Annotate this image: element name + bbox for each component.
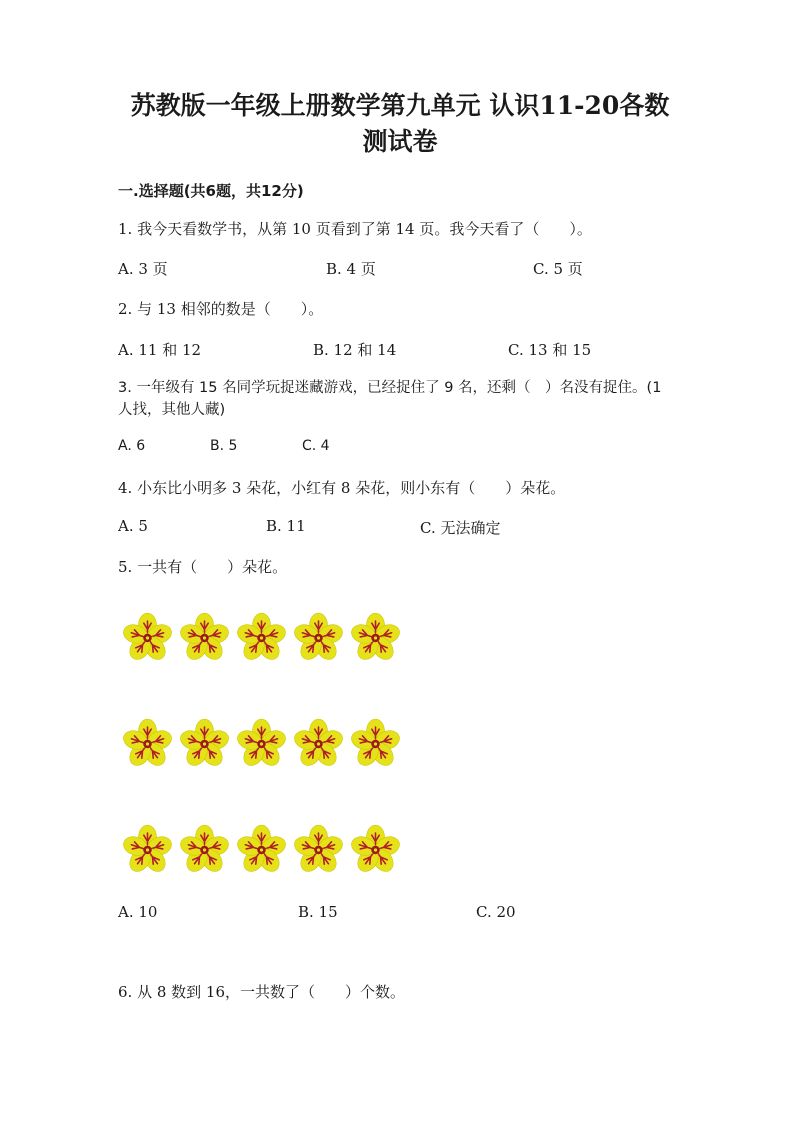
flower-icon [121,610,174,666]
q1-option-c[interactable]: C. 5 页 [533,260,583,278]
q2-option-a[interactable]: A. 11 和 12 [118,341,202,359]
q4-option-b[interactable]: B. 11 [266,517,306,535]
flower-icon [349,610,402,666]
q1-option-a[interactable]: A. 3 页 [118,260,168,278]
flower-icon [121,716,174,772]
flower-grid [121,610,402,928]
flower-icon [178,716,231,772]
q2-option-b[interactable]: B. 12 和 14 [313,341,397,359]
flower-icon [178,822,231,878]
q5-option-b[interactable]: B. 15 [298,903,338,921]
q3-option-c[interactable]: C. 4 [302,438,330,454]
q1-option-b[interactable]: B. 4 页 [326,260,376,278]
flower-icon [349,822,402,878]
q2-option-c[interactable]: C. 13 和 15 [508,341,592,359]
title-line-2: 测试卷 [362,127,438,156]
q3-option-a[interactable]: A. 6 [118,438,146,454]
flower-icon [121,822,174,878]
q5-option-a[interactable]: A. 10 [118,903,158,921]
flower-row [121,610,402,666]
flower-icon [292,610,345,666]
flower-icon [292,716,345,772]
flower-icon [292,822,345,878]
flower-row [121,822,402,878]
section-heading: 一.选择题(共6题，共12分) [118,182,304,200]
question-5: 5. 一共有（ ）朵花。 [118,558,288,576]
q5-option-c[interactable]: C. 20 [476,903,516,921]
page-title [0,88,800,160]
flower-icon [235,716,288,772]
flower-icon [235,822,288,878]
flower-row [121,716,402,772]
question-2: 2. 与 13 相邻的数是（ ）。 [118,300,324,318]
flower-icon [178,610,231,666]
flower-icon [235,610,288,666]
q4-option-c[interactable]: C. 无法确定 [420,519,501,537]
question-6: 6. 从 8 数到 16，一共数了（ ）个数。 [118,983,406,1001]
question-1: 1. 我今天看数学书，从第 10 页看到了第 14 页。我今天看了（ ）。 [118,220,592,238]
q4-option-a[interactable]: A. 5 [118,517,148,535]
title-line-1: 苏教版一年级上册数学第九单元 认识11-20各数 [130,91,670,120]
flower-icon [349,716,402,772]
question-3: 3. 一年级有 15 名同学玩捉迷藏游戏，已经捉住了 9 名，还剩（ ）名没有捉住。(1 人找，其他人藏) [118,380,662,418]
question-4: 4. 小东比小明多 3 朵花，小红有 8 朵花，则小东有（ ）朵花。 [118,479,566,497]
q3-option-b[interactable]: B. 5 [210,438,238,454]
